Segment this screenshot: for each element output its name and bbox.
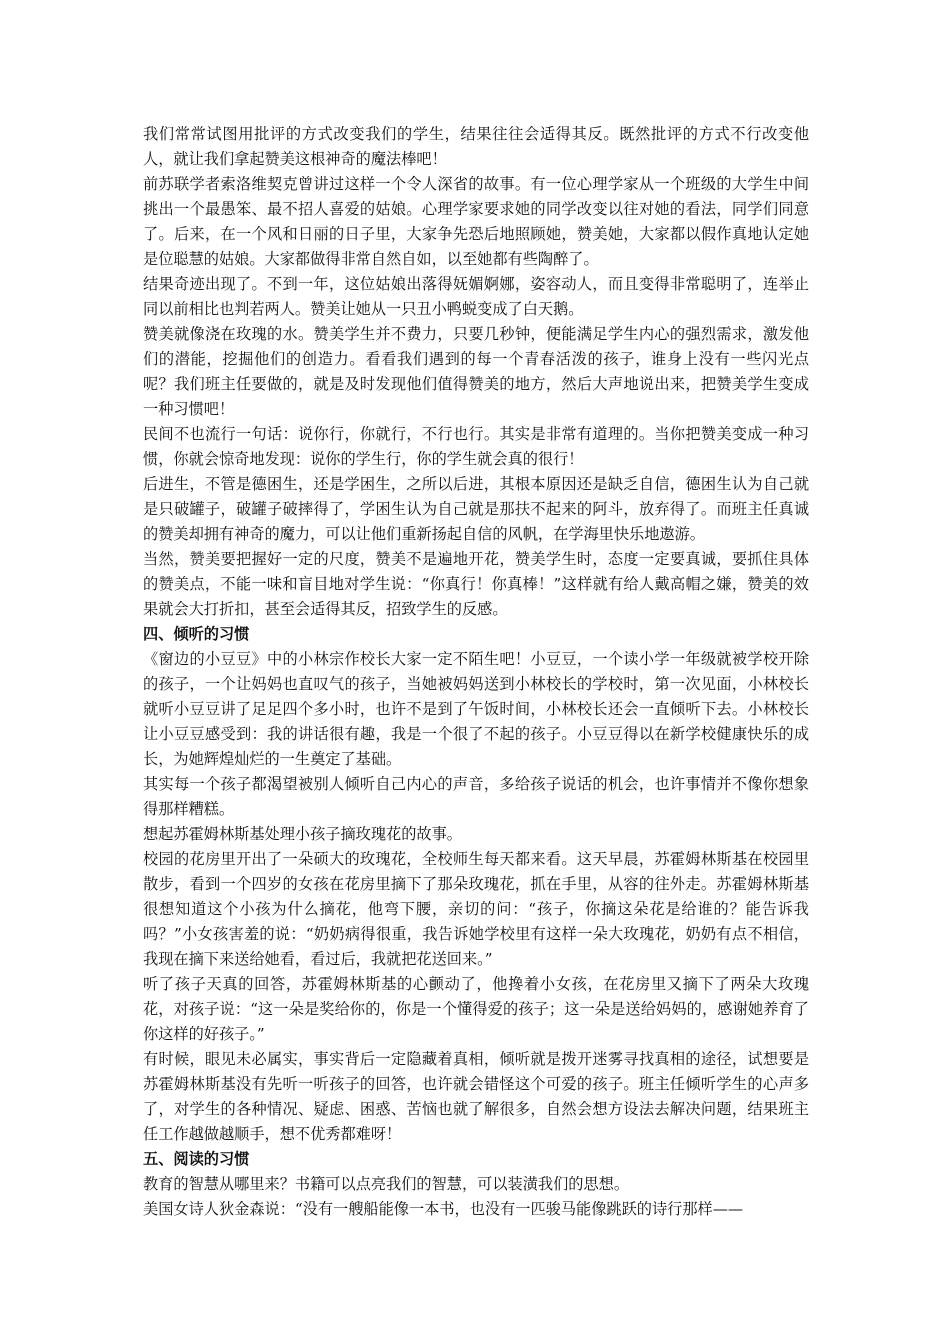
paragraph-psychologist-story: 前苏联学者索洛维契克曾讲过这样一个令人深省的故事。有一位心理学家从一个班级的大学生中间挑出一个最愚笨、最不招人喜爱的姑娘。心理学家要求她的同学改变以往对她的看法，同学们同意了。后来，在一个风和日丽的日子里，大家争先恐后地照顾她，赞美她，大家都以假作真地认定她是位聪慧的姑娘。大家都做得非常自然自如，以至她都有些陶醉了。 <box>143 175 809 268</box>
paragraph-listening-truth: 有时候，眼见未必属实，事实背后一定隐藏着真相，倾听就是拨开迷雾寻找真相的途径，试想要是苏霍姆林斯基没有先听一听孩子的回答，也许就会错怪这个可爱的孩子。班主任倾听学生的心声多了，对学生的各种情况、疑虑、困惑、苦恼也就了解很多，自然会想方设法去解决问题，结果班主任工作越做越顺手，想不优秀都难呀！ <box>143 1050 809 1143</box>
paragraph-dickinson-quote: 美国女诗人狄金森说：“没有一艘船能像一本书，也没有一匹骏马能像跳跃的诗行那样—— <box>143 1200 744 1218</box>
paragraph-children-voice: 其实每一个孩子都渴望被别人倾听自己内心的声音，多给孩子说话的机会，也许事情并不像你想象得那样糟糕。 <box>143 775 809 818</box>
paragraph-praise-measure: 当然，赞美要把握好一定的尺度，赞美不是遍地开花，赞美学生时，态度一定要真诚，要抓住具体的赞美点，不能一味和盲目地对学生说：“你真行！你真棒！”这样就有给人戴高帽之嫌，赞美的效果就会大打折扣，甚至会适得其反，招致学生的反感。 <box>143 550 809 618</box>
paragraph-rose-story-intro: 想起苏霍姆林斯基处理小孩子摘玫瑰花的故事。 <box>143 825 462 843</box>
section-heading-reading: 五、阅读的习惯 <box>143 1150 250 1168</box>
section-heading-listening: 四、倾听的习惯 <box>143 625 250 643</box>
paragraph-folk-saying: 民间不也流行一句话：说你行，你就行，不行也行。其实是非常有道理的。当你把赞美变成一种习惯，你就会惊奇地发现：说你的学生行，你的学生就会真的很行！ <box>143 425 809 468</box>
document-page <box>143 122 809 1222</box>
paragraph-rose-story: 校园的花房里开出了一朵硕大的玫瑰花，全校师生每天都来看。这天早晨，苏霍姆林斯基在校园里散步，看到一个四岁的女孩在花房里摘下了那朵玫瑰花，抓在手里，从容的往外走。苏霍姆林斯基很想知道这个小孩为什么摘花，他弯下腰，亲切的问：“孩子，你摘这朵花是给谁的？能告诉我吗？”小女孩害羞的说：“奶奶病得很重，我告诉她学校里有这样一朵大玫瑰花，奶奶有点不相信，我现在摘下来送给她看，看过后，我就把花送回来。” <box>143 850 809 968</box>
paragraph-underachievers: 后进生，不管是德困生，还是学困生，之所以后进，其根本原因还是缺乏自信，德困生认为自己就是只破罐子，破罐子破摔得了，学困生认为自己就是那扶不起来的阿斗，放弃得了。而班主任真诚的赞美却拥有神奇的魔力，可以让他们重新扬起自信的风帆，在学海里快乐地遨游。 <box>143 475 809 543</box>
paragraph-totto-chan: 《窗边的小豆豆》中的小林宗作校长大家一定不陌生吧！小豆豆，一个读小学一年级就被学校开除的孩子，一个让妈妈也直叹气的孩子，当她被妈妈送到小林校长的学校时，第一次见面，小林校长就听小豆豆讲了足足四个多小时，也许不是到了午饭时间，小林校长还会一直倾听下去。小林校长让小豆豆感受到：我的讲话很有趣，我是一个很了不起的孩子。小豆豆得以在新学校健康快乐的成长，为她辉煌灿烂的一生奠定了基础。 <box>143 650 809 768</box>
paragraph-education-wisdom: 教育的智慧从哪里来？书籍可以点亮我们的智慧，可以装潢我们的思想。 <box>143 1175 629 1193</box>
paragraph-rose-story-end: 听了孩子天真的回答，苏霍姆林斯基的心颤动了，他搀着小女孩，在花房里又摘下了两朵大玫瑰花，对孩子说：“这一朵是奖给你的，你是一个懂得爱的孩子；这一朵是送给妈妈的，感谢她养育了你这样的好孩子。” <box>143 975 809 1043</box>
paragraph-miracle-result: 结果奇迹出现了。不到一年，这位姑娘出落得妩媚婀娜，姿容动人，而且变得非常聪明了，连举止同以前相比也判若两人。赞美让她从一只丑小鸭蜕变成了白天鹅。 <box>143 275 809 318</box>
paragraph-criticism-intro: 我们常常试图用批评的方式改变我们的学生，结果往往会适得其反。既然批评的方式不行改变他人，就让我们拿起赞美这根神奇的魔法棒吧！ <box>143 125 809 168</box>
paragraph-praise-water: 赞美就像浇在玫瑰的水。赞美学生并不费力，只要几秒钟，便能满足学生内心的强烈需求，激发他们的潜能，挖掘他们的创造力。看看我们遇到的每一个青春活泼的孩子，谁身上没有一些闪光点呢？我们班主任要做的，就是及时发现他们值得赞美的地方，然后大声地说出来，把赞美学生变成一种习惯吧！ <box>143 325 809 418</box>
